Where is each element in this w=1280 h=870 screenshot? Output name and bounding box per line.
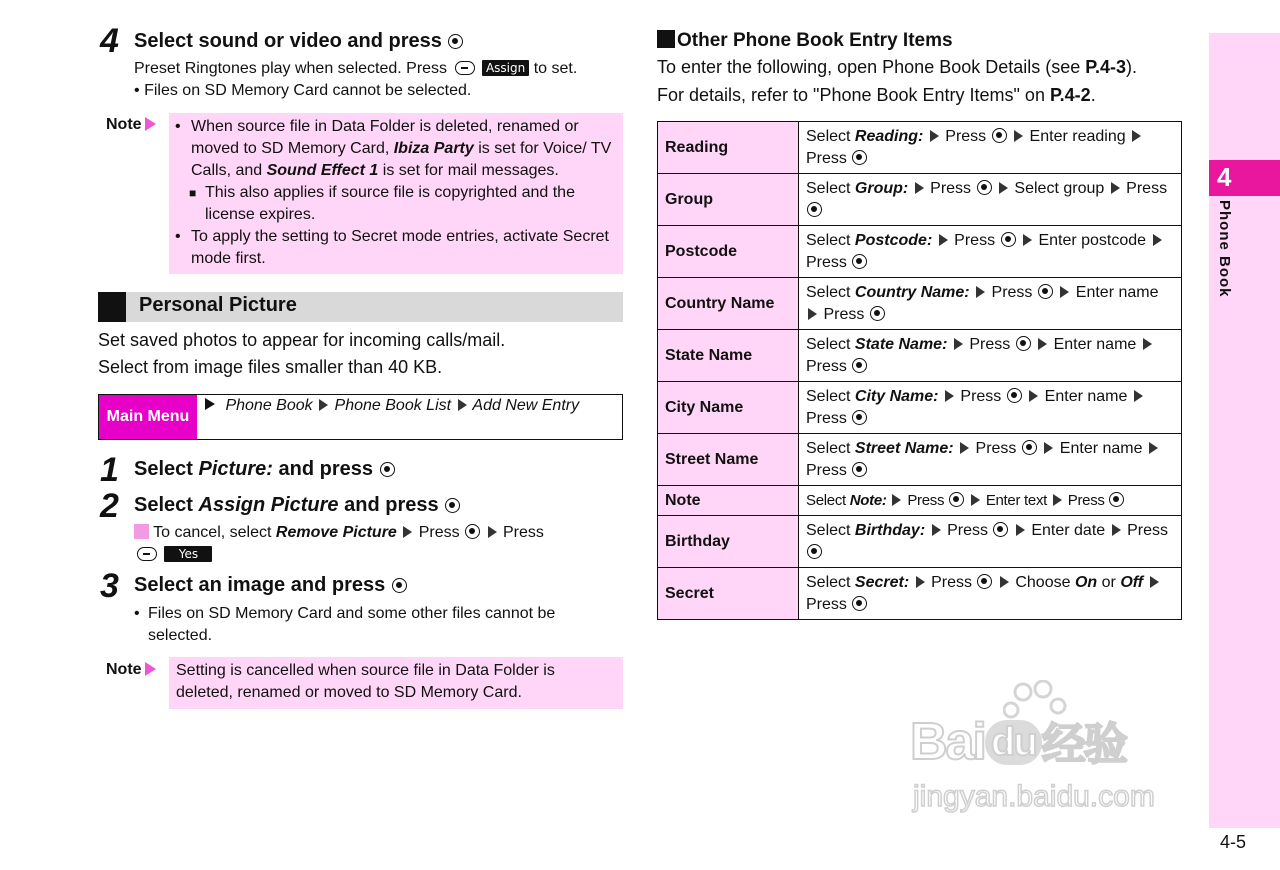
entry-instruction bbox=[799, 330, 1182, 382]
entry-row bbox=[658, 568, 1182, 620]
watermark-du: du bbox=[985, 720, 1042, 765]
step-2-cancel bbox=[134, 522, 614, 544]
ibiza-party-text: Ibiza Party bbox=[393, 140, 474, 157]
press-text: Press bbox=[947, 521, 988, 539]
entry-action: Enter text bbox=[985, 491, 1048, 509]
select-text: Select bbox=[806, 573, 851, 591]
entry-label: Street Name bbox=[658, 434, 799, 486]
step-1-post: and press bbox=[278, 458, 374, 480]
center-key-icon bbox=[949, 492, 964, 507]
menu-start-icon bbox=[205, 398, 215, 410]
center-key-icon bbox=[807, 544, 822, 559]
center-key-icon bbox=[870, 306, 885, 321]
step-4-title bbox=[134, 30, 464, 53]
square-bullet-icon: ■ bbox=[189, 186, 197, 200]
arrow-icon bbox=[488, 526, 497, 538]
arrow-icon bbox=[1150, 576, 1159, 588]
main-menu-path bbox=[98, 394, 623, 440]
entry-action: Enter postcode bbox=[1038, 231, 1147, 249]
section-line-1: Set saved photos to appear for incoming calls/mail. bbox=[98, 330, 506, 350]
note-triangle-icon bbox=[145, 662, 156, 676]
entry-item-name: Birthday: bbox=[854, 521, 926, 539]
main-menu-label: Main Menu bbox=[99, 395, 197, 439]
sound-effect-text: Sound Effect 1 bbox=[266, 162, 379, 179]
press-text: Press bbox=[418, 524, 460, 541]
press-text: Press bbox=[1126, 179, 1168, 197]
step-2-number: 2 bbox=[100, 487, 118, 525]
entry-row bbox=[658, 122, 1182, 174]
step-1-title bbox=[134, 458, 396, 481]
entry-item-name: Reading: bbox=[854, 127, 924, 145]
bullet-icon: • bbox=[134, 605, 140, 622]
intro-line-2 bbox=[657, 85, 1096, 106]
entry-action: Enter name bbox=[1075, 283, 1159, 301]
select-text: Select bbox=[806, 387, 851, 405]
press-text: Press bbox=[1127, 521, 1168, 539]
arrow-icon bbox=[976, 286, 985, 298]
entry-row bbox=[658, 486, 1182, 516]
center-key-icon bbox=[807, 202, 822, 217]
section-marker bbox=[98, 292, 126, 322]
step-4-desc bbox=[134, 58, 577, 80]
press-text: Press bbox=[1067, 491, 1105, 509]
arrow-icon bbox=[945, 390, 954, 402]
center-key-icon bbox=[852, 596, 867, 611]
softkey-icon bbox=[455, 61, 475, 75]
center-key-icon bbox=[852, 358, 867, 373]
arrow-icon bbox=[915, 182, 924, 194]
center-key-icon bbox=[993, 522, 1008, 537]
entry-row bbox=[658, 516, 1182, 568]
press-text: Press bbox=[806, 357, 847, 375]
center-key-icon bbox=[1022, 440, 1037, 455]
entry-action: Enter name bbox=[1044, 387, 1128, 405]
step-4-bullet-text: Files on SD Memory Card cannot be selected. bbox=[144, 82, 472, 99]
entry-item-name: State Name: bbox=[854, 335, 948, 353]
chapter-number: 4 bbox=[1217, 162, 1232, 192]
step-4-title-text: Select sound or video and press bbox=[134, 30, 442, 52]
step-2-post: and press bbox=[344, 494, 439, 516]
entry-label: State Name bbox=[658, 330, 799, 382]
note-triangle-icon bbox=[145, 117, 156, 131]
entry-label: Birthday bbox=[658, 516, 799, 568]
entry-row bbox=[658, 278, 1182, 330]
menu-path-list: Phone Book List bbox=[334, 397, 452, 414]
watermark-jingyan: 经验 bbox=[1041, 720, 1126, 769]
arrow-icon bbox=[1000, 576, 1009, 588]
heading-text: Other Phone Book Entry Items bbox=[677, 30, 953, 51]
center-key-icon bbox=[380, 462, 395, 477]
press-text: Press bbox=[823, 305, 865, 323]
press-text: Press bbox=[975, 439, 1017, 457]
cancel-pre: To cancel, select bbox=[153, 524, 272, 541]
bullet-icon: • bbox=[134, 82, 140, 99]
menu-path-text bbox=[205, 396, 615, 416]
arrow-icon bbox=[403, 526, 412, 538]
center-key-icon bbox=[1109, 492, 1124, 507]
press-text: Press bbox=[907, 491, 945, 509]
entry-row bbox=[658, 330, 1182, 382]
intro1-end: ). bbox=[1125, 57, 1137, 77]
entry-instruction bbox=[799, 516, 1182, 568]
note1-text-b: is set for Voice/ TV Calls, and bbox=[191, 140, 612, 179]
arrow-icon bbox=[960, 442, 969, 454]
step-4-number: 4 bbox=[100, 22, 118, 60]
entry-label: Note bbox=[658, 486, 799, 516]
select-text: Select bbox=[806, 491, 846, 509]
watermark-url: jingyan.baidu.com bbox=[913, 780, 1155, 813]
step-3-bullet-text: Files on SD Memory Card and some other files cannot be selected. bbox=[148, 605, 556, 644]
select-text: Select bbox=[806, 283, 851, 301]
arrow-icon bbox=[458, 399, 467, 411]
entry-item-name: Secret: bbox=[854, 573, 910, 591]
entry-item-name: City Name: bbox=[854, 387, 939, 405]
arrow-icon bbox=[808, 308, 817, 320]
center-key-icon bbox=[1007, 388, 1022, 403]
entry-item-name: Postcode: bbox=[854, 231, 933, 249]
press-text: Press bbox=[930, 179, 972, 197]
press-text: Press bbox=[931, 573, 972, 591]
press-text: Press bbox=[806, 253, 847, 271]
section-header bbox=[98, 292, 623, 322]
arrow-icon bbox=[1153, 234, 1162, 246]
entry-instruction bbox=[799, 174, 1182, 226]
entry-item-name: Street Name: bbox=[854, 439, 954, 457]
or-text: or bbox=[1101, 573, 1116, 591]
press-text: Press bbox=[806, 149, 847, 167]
arrow-icon bbox=[1149, 442, 1158, 454]
note1-bullet-1 bbox=[175, 116, 620, 182]
arrow-icon bbox=[319, 399, 328, 411]
step-3-title-text: Select an image and press bbox=[134, 574, 386, 596]
note-box-1 bbox=[169, 113, 623, 274]
note-box-2 bbox=[169, 657, 623, 709]
arrow-icon bbox=[1132, 130, 1141, 142]
chapter-tab bbox=[1209, 160, 1280, 196]
note1-sub-text: This also applies if source file is copyrighted and the license expires. bbox=[205, 184, 575, 223]
note1-bullet-2 bbox=[175, 226, 620, 270]
select-text: Select bbox=[806, 127, 851, 145]
arrow-icon bbox=[932, 524, 941, 536]
step-4-desc-text: Preset Ringtones play when selected. Press bbox=[134, 60, 448, 77]
select-text: Select bbox=[806, 439, 851, 457]
press-text: Press bbox=[991, 283, 1033, 301]
arrow-icon bbox=[916, 576, 925, 588]
entry-action: Enter reading bbox=[1029, 127, 1126, 145]
entry-instruction bbox=[799, 382, 1182, 434]
entry-label: Group bbox=[658, 174, 799, 226]
press-text: Press bbox=[954, 231, 996, 249]
arrow-icon bbox=[1111, 182, 1120, 194]
center-key-icon bbox=[852, 150, 867, 165]
entry-row bbox=[658, 174, 1182, 226]
center-key-icon bbox=[465, 524, 480, 539]
entry-label: Postcode bbox=[658, 226, 799, 278]
other-items-heading bbox=[657, 30, 953, 52]
step-4-bullet bbox=[134, 80, 471, 102]
entry-instruction bbox=[799, 434, 1182, 486]
note2-text: Setting is cancelled when source file in Data Folder is deleted, renamed or moved to SD Memory Card. bbox=[176, 662, 555, 701]
cancel-marker-icon bbox=[134, 524, 149, 539]
arrow-icon bbox=[1143, 338, 1152, 350]
press-text: Press bbox=[945, 127, 987, 145]
select-text: Select bbox=[806, 335, 851, 353]
watermark-bai: Bai bbox=[910, 713, 985, 771]
step-2-title bbox=[134, 494, 461, 517]
note-label-text: Note bbox=[106, 116, 142, 133]
chapter-sidebar bbox=[1209, 33, 1280, 828]
note1-text-c: is set for mail messages. bbox=[382, 162, 559, 179]
center-key-icon bbox=[1038, 284, 1053, 299]
arrow-icon bbox=[1016, 524, 1025, 536]
entry-label: Reading bbox=[658, 122, 799, 174]
step-4-desc-end: to set. bbox=[533, 60, 578, 77]
arrow-icon bbox=[1053, 494, 1062, 506]
bullet-icon: • bbox=[175, 228, 181, 245]
choose-text: Choose bbox=[1015, 573, 1071, 591]
step-3-title bbox=[134, 574, 408, 597]
entry-label: City Name bbox=[658, 382, 799, 434]
entry-label: Secret bbox=[658, 568, 799, 620]
yes-softkey-label: Yes bbox=[164, 546, 212, 562]
assign-softkey-label: Assign bbox=[482, 60, 529, 76]
note-label-text: Note bbox=[106, 661, 142, 678]
center-key-icon bbox=[977, 574, 992, 589]
arrow-icon bbox=[1029, 390, 1038, 402]
intro1-text: To enter the following, open Phone Book Details (see bbox=[657, 57, 1081, 77]
arrow-icon bbox=[1134, 390, 1143, 402]
arrow-icon bbox=[939, 234, 948, 246]
center-key-icon bbox=[1001, 232, 1016, 247]
arrow-icon bbox=[999, 182, 1008, 194]
center-key-icon bbox=[445, 498, 460, 513]
step-2-yes bbox=[134, 544, 212, 566]
entry-label: Country Name bbox=[658, 278, 799, 330]
entry-action: Enter name bbox=[1059, 439, 1143, 457]
entry-item-name: Country Name: bbox=[854, 283, 970, 301]
center-key-icon bbox=[992, 128, 1007, 143]
entry-action: Enter name bbox=[1053, 335, 1137, 353]
arrow-icon bbox=[930, 130, 939, 142]
entry-instruction bbox=[799, 122, 1182, 174]
softkey-icon bbox=[137, 547, 157, 561]
center-key-icon bbox=[977, 180, 992, 195]
entry-instruction bbox=[799, 226, 1182, 278]
step-1-number: 1 bbox=[100, 451, 118, 489]
heading-square-icon bbox=[657, 30, 675, 48]
page-number: 4-5 bbox=[1220, 832, 1247, 852]
step-3-number: 3 bbox=[100, 567, 118, 605]
press-text: Press bbox=[806, 595, 847, 613]
select-text: Select bbox=[806, 179, 851, 197]
chapter-title: Phone Book bbox=[1216, 200, 1233, 298]
entry-row bbox=[658, 226, 1182, 278]
center-key-icon bbox=[852, 254, 867, 269]
entry-instruction bbox=[799, 486, 1182, 516]
entry-item-name: Note: bbox=[849, 491, 887, 509]
entry-items-table bbox=[657, 121, 1182, 620]
entry-instruction bbox=[799, 278, 1182, 330]
arrow-icon bbox=[1014, 130, 1023, 142]
press-text: Press bbox=[806, 461, 847, 479]
step-1-pre: Select bbox=[134, 458, 193, 480]
entry-row bbox=[658, 434, 1182, 486]
menu-path-phone-book: Phone Book bbox=[225, 397, 313, 414]
arrow-icon bbox=[1112, 524, 1121, 536]
center-key-icon bbox=[1016, 336, 1031, 351]
select-text: Select bbox=[806, 521, 851, 539]
center-key-icon bbox=[852, 410, 867, 425]
press-text: Press bbox=[969, 335, 1011, 353]
entry-item-name: Group: bbox=[854, 179, 909, 197]
on-text: On bbox=[1074, 573, 1098, 591]
note-label-1 bbox=[106, 116, 156, 134]
center-key-icon bbox=[852, 462, 867, 477]
press-text: Press bbox=[806, 409, 847, 427]
intro2-text: For details, refer to "Phone Book Entry Items" on bbox=[657, 85, 1045, 105]
step-1-item: Picture: bbox=[198, 458, 273, 480]
arrow-icon bbox=[954, 338, 963, 350]
remove-picture-text: Remove Picture bbox=[275, 524, 397, 541]
step-2-item: Assign Picture bbox=[198, 494, 339, 516]
intro2-end: . bbox=[1090, 85, 1096, 105]
note-label-2 bbox=[106, 661, 156, 679]
intro-line-1 bbox=[657, 57, 1137, 78]
arrow-icon bbox=[1038, 338, 1047, 350]
baidu-watermark bbox=[905, 680, 1210, 820]
center-key-icon bbox=[448, 34, 463, 49]
note1-text-a: When source file in Data Folder is deleted, renamed or moved to SD Memory Card, bbox=[191, 118, 579, 157]
press-text: Press bbox=[503, 524, 544, 541]
center-key-icon bbox=[392, 578, 407, 593]
arrow-icon bbox=[1044, 442, 1053, 454]
step-3-bullet bbox=[134, 603, 604, 647]
intro1-ref: P.4-3 bbox=[1085, 57, 1126, 77]
entry-action: Select group bbox=[1014, 179, 1105, 197]
intro2-ref: P.4-2 bbox=[1049, 85, 1091, 105]
arrow-icon bbox=[1023, 234, 1032, 246]
arrow-icon bbox=[892, 494, 901, 506]
entry-action: Enter date bbox=[1031, 521, 1106, 539]
menu-path-add: Add New Entry bbox=[472, 397, 580, 414]
section-title: Personal Picture bbox=[139, 294, 297, 316]
off-text: Off bbox=[1120, 573, 1144, 591]
section-line-2: Select from image files smaller than 40 KB. bbox=[98, 357, 443, 377]
entry-row bbox=[658, 382, 1182, 434]
arrow-icon bbox=[1060, 286, 1069, 298]
step-2-pre: Select bbox=[134, 494, 193, 516]
entry-instruction bbox=[799, 568, 1182, 620]
note1-sub bbox=[189, 182, 614, 226]
select-text: Select bbox=[806, 231, 851, 249]
arrow-icon bbox=[971, 494, 980, 506]
press-text: Press bbox=[960, 387, 1002, 405]
bullet-icon: • bbox=[175, 118, 181, 135]
note1-b2-text: To apply the setting to Secret mode entries, activate Secret mode first. bbox=[191, 228, 609, 267]
watermark-logo bbox=[910, 708, 1126, 772]
